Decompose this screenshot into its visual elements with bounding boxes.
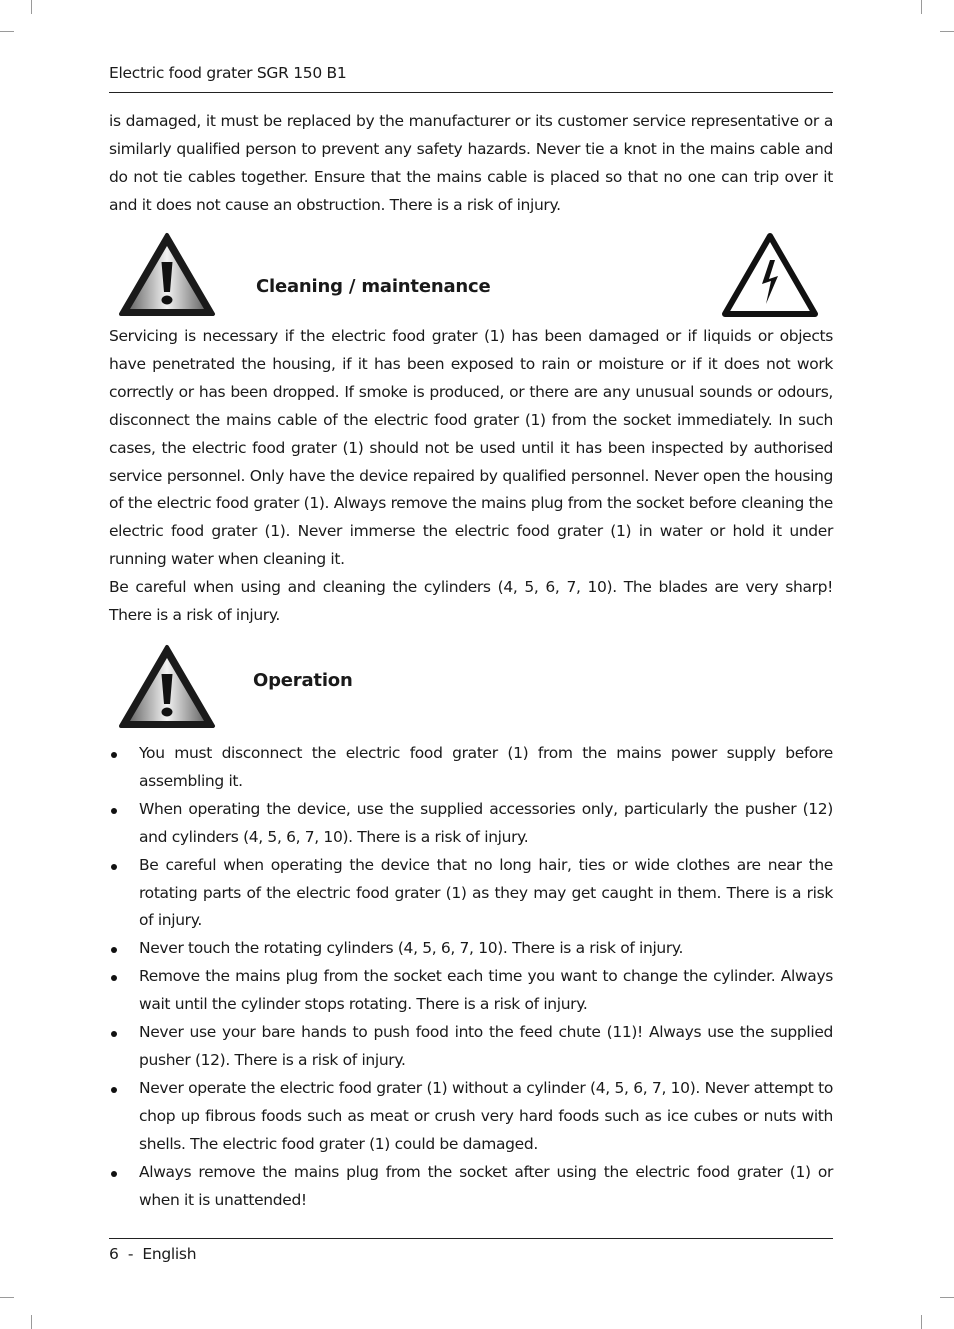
bullet-icon — [111, 752, 117, 758]
page-footer — [109, 1238, 833, 1269]
crop-mark — [940, 31, 954, 32]
crop-mark — [921, 1315, 922, 1329]
list-item — [109, 963, 833, 1019]
bullet-icon — [111, 1031, 117, 1037]
section-heading-operation: Operation — [253, 670, 353, 691]
crop-mark — [0, 31, 14, 32]
list-item — [109, 1159, 833, 1215]
list-item-text: You must disconnect the electric food grater (1) from the mains power supply before assembling it. — [139, 744, 833, 790]
list-item — [109, 1019, 833, 1075]
list-item — [109, 796, 833, 852]
list-item-text: Be careful when operating the device that no long hair, ties or wide clothes are near the rotating parts of the electric food grater (1) as they may get caught in them. There is a risk of injury. — [139, 855, 833, 930]
list-item-text: Never use your bare hands to push food into the feed chute (11)! Always use the supplied pusher (12). There is a risk of injury. — [139, 1023, 833, 1069]
list-item-text: Remove the mains plug from the socket each time you want to change the cylinder. Always wait until the cylinder stops rotating. There is a risk of injury. — [139, 967, 833, 1014]
page-header — [109, 62, 833, 93]
list-item — [109, 852, 833, 936]
electric-shock-warning-icon — [722, 232, 818, 318]
crop-mark — [31, 0, 32, 14]
intro-paragraph: is damaged, it must be replaced by the manufacturer or its customer service representative or a similarly qualified person to prevent any safety hazards. Never tie a knot in the mains cable and do not tie cables together. Ensure that the mains cable is placed so that no one can trip over it and it does not cause an obstruction. There is a risk of injury. — [109, 112, 833, 214]
list-item-text: Always remove the mains plug from the socket after using the electric food grater (1) or when it is unattended! — [139, 1162, 833, 1209]
bullet-icon — [111, 947, 117, 953]
crop-mark — [940, 1297, 954, 1298]
list-item — [109, 1075, 833, 1159]
list-item-text: Never operate the electric food grater (1) without a cylinder (4, 5, 6, 7, 10). Never attempt to chop up fibrous foods such as meat or crush very hard foods such as ice cubes or nuts with shells. The electric food grater (1) could be damaged. — [139, 1078, 833, 1153]
warning-exclamation-icon — [118, 232, 216, 318]
list-item-text: When operating the device, use the supplied accessories only, particularly the pusher (12) and cylinders (4, 5, 6, 7, 10). There is a risk of injury. — [139, 799, 833, 846]
section-heading-cleaning: Cleaning / maintenance — [256, 276, 491, 297]
cleaning-paragraph-1: Servicing is necessary if the electric food grater (1) has been damaged or if liquids or objects have penetrated the housing, if it has been exposed to rain or moisture or if it does not work correctly or has been dropped. If smoke is produced, or there are any unusual sounds or odours, disconnect the mains cable of the electric food grater (1) from the socket immediately. In such cases, the electric food grater (1) should not be used until it has been inspected by authorised service personnel. Only have the device repaired by qualified personnel. Never open the housing of the electric food grater (1). Always remove the mains plug from the socket before cleaning the electric food grater (1). Never immerse the electric food grater (1) in water or hold it under running water when cleaning it. — [109, 327, 833, 569]
operation-bullet-list — [109, 740, 833, 1214]
list-item — [109, 935, 833, 963]
crop-mark — [0, 1297, 14, 1298]
warning-exclamation-icon — [118, 644, 216, 730]
list-item-text: Never touch the rotating cylinders (4, 5, 6, 7, 10). There is a risk of injury. — [139, 939, 684, 958]
cleaning-paragraph-2: Be careful when using and cleaning the cylinders (4, 5, 6, 7, 10). The blades are very sharp! There is a risk of injury. — [109, 578, 833, 624]
bullet-icon — [111, 808, 117, 814]
crop-mark — [921, 0, 922, 14]
crop-mark — [31, 1315, 32, 1329]
header-title: Electric food grater SGR 150 B1 — [109, 64, 347, 82]
bullet-icon — [111, 864, 117, 870]
bullet-icon — [111, 975, 117, 981]
bullet-icon — [111, 1171, 117, 1177]
list-item — [109, 740, 833, 796]
footer-page-number: 6 - English — [109, 1245, 197, 1263]
bullet-icon — [111, 1087, 117, 1093]
